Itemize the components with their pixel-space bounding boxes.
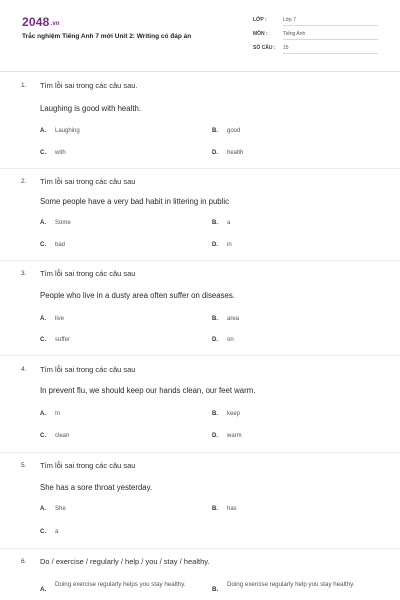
option-a[interactable] (40, 316, 64, 322)
question-divider (0, 452, 400, 453)
option-text: good (227, 128, 241, 134)
question-prompt: Tìm lỗi sai trong các câu sau (40, 177, 136, 186)
option-letter: D. (212, 242, 218, 248)
option-letter: B. (212, 411, 218, 417)
question-divider (0, 355, 400, 356)
option-text: bad (55, 242, 66, 248)
option-letter: A. (40, 128, 46, 134)
meta-label: SỐ CÂU : (253, 45, 276, 51)
question-number: 1. (21, 82, 27, 89)
option-text: She (55, 506, 66, 512)
option-b[interactable] (212, 411, 240, 417)
option-letter: C. (40, 529, 46, 535)
option-letter: B. (212, 128, 218, 134)
option-text: a (55, 529, 59, 535)
option-letter: A. (40, 411, 46, 417)
option-text: live (55, 316, 65, 322)
meta-underline (283, 39, 378, 40)
logo-tld: .vn (50, 21, 60, 27)
option-text: health (227, 150, 244, 156)
question-prompt: Tìm lỗi sai trong các câu sau (40, 269, 136, 278)
option-letter: D. (212, 150, 218, 156)
meta-label: LỚP : (253, 17, 267, 23)
option-text: Doing exercise regularly helps you stay healthy. (55, 581, 186, 588)
question-sentence: Laughing is good with health. (40, 104, 142, 113)
option-letter: C. (40, 433, 46, 439)
option-letter: A. (40, 506, 46, 512)
option-letter: A. (40, 316, 46, 322)
question-sentence: In prevent flu, we should keep our hands clean, our feet warm. (40, 386, 256, 395)
option-d[interactable] (212, 433, 242, 439)
option-text: on (227, 337, 234, 343)
option-letter: B. (212, 220, 218, 226)
option-text: has (227, 506, 237, 512)
option-text: Some (55, 220, 71, 226)
question-sentence: Some people have a very bad habit in littering in public (40, 197, 229, 206)
option-text: suffer (55, 337, 70, 343)
option-b[interactable] (212, 580, 382, 600)
option-letter: C. (40, 150, 46, 156)
option-letter: B. (212, 316, 218, 322)
option-letter: D. (212, 433, 218, 439)
option-c[interactable] (40, 529, 58, 535)
meta-value: Lớp 7 (283, 17, 297, 23)
header-divider (0, 71, 400, 72)
option-d[interactable] (212, 242, 232, 248)
document-title: Trắc nghiệm Tiếng Anh 7 mới Unit 2: Writing có đáp án (22, 33, 192, 40)
option-d[interactable] (212, 150, 243, 156)
option-c[interactable] (40, 433, 69, 439)
option-letter: B. (212, 506, 218, 512)
option-text: in (227, 242, 232, 248)
question-sentence: She has a sore throat yesterday. (40, 483, 153, 492)
question-number: 5. (21, 462, 27, 469)
question-divider (0, 168, 400, 169)
meta-label: MÔN : (253, 31, 268, 37)
option-b[interactable] (212, 220, 230, 226)
option-text: with (55, 150, 66, 156)
option-text: area (227, 316, 240, 322)
option-text: warm (227, 433, 242, 439)
option-text: clean (55, 433, 70, 439)
option-letter: D. (212, 337, 218, 343)
question-number: 4. (21, 366, 27, 373)
option-a[interactable] (40, 411, 60, 417)
option-text: In (55, 411, 61, 417)
question-number: 3. (21, 270, 27, 277)
meta-underline (283, 25, 378, 26)
question-number: 2. (21, 178, 27, 185)
option-a[interactable] (40, 506, 66, 512)
option-letter: A. (40, 220, 46, 226)
meta-value: 15 (283, 45, 289, 51)
option-letter: B. (212, 586, 219, 593)
question-divider (0, 260, 400, 261)
option-b[interactable] (212, 506, 237, 512)
question-number: 6. (21, 558, 27, 565)
option-d[interactable] (212, 337, 234, 343)
option-b[interactable] (212, 128, 240, 134)
question-sentence: People who live in a dusty area often suffer on diseases. (40, 291, 235, 300)
option-c[interactable] (40, 150, 66, 156)
question-prompt: Do / exercise / regularly / help / you / stay / healthy. (40, 557, 210, 566)
option-text: Laughing (55, 128, 80, 134)
option-letter: C. (40, 242, 46, 248)
option-c[interactable] (40, 337, 70, 343)
site-logo[interactable] (22, 15, 60, 29)
question-prompt: Tìm lỗi sai trong các câu sau (40, 461, 136, 470)
option-b[interactable] (212, 316, 239, 322)
option-a[interactable] (40, 128, 80, 134)
question-prompt: Tìm lỗi sai trong các câu sau (40, 365, 136, 374)
option-a[interactable] (40, 580, 210, 600)
option-a[interactable] (40, 220, 71, 226)
meta-value: Tiếng Anh (283, 31, 306, 37)
option-c[interactable] (40, 242, 65, 248)
question-prompt: Tìm lỗi sai trong các câu sau. (40, 81, 138, 90)
option-text: a (227, 220, 231, 226)
option-text: Doing exercise regularly help you stay healthy. (227, 581, 355, 588)
question-divider (0, 548, 400, 549)
meta-underline (283, 53, 378, 54)
option-letter: A. (40, 586, 47, 593)
logo-text: 2048 (22, 15, 50, 29)
option-letter: C. (40, 337, 46, 343)
worksheet-header (0, 0, 400, 72)
option-text: keep (227, 411, 241, 417)
